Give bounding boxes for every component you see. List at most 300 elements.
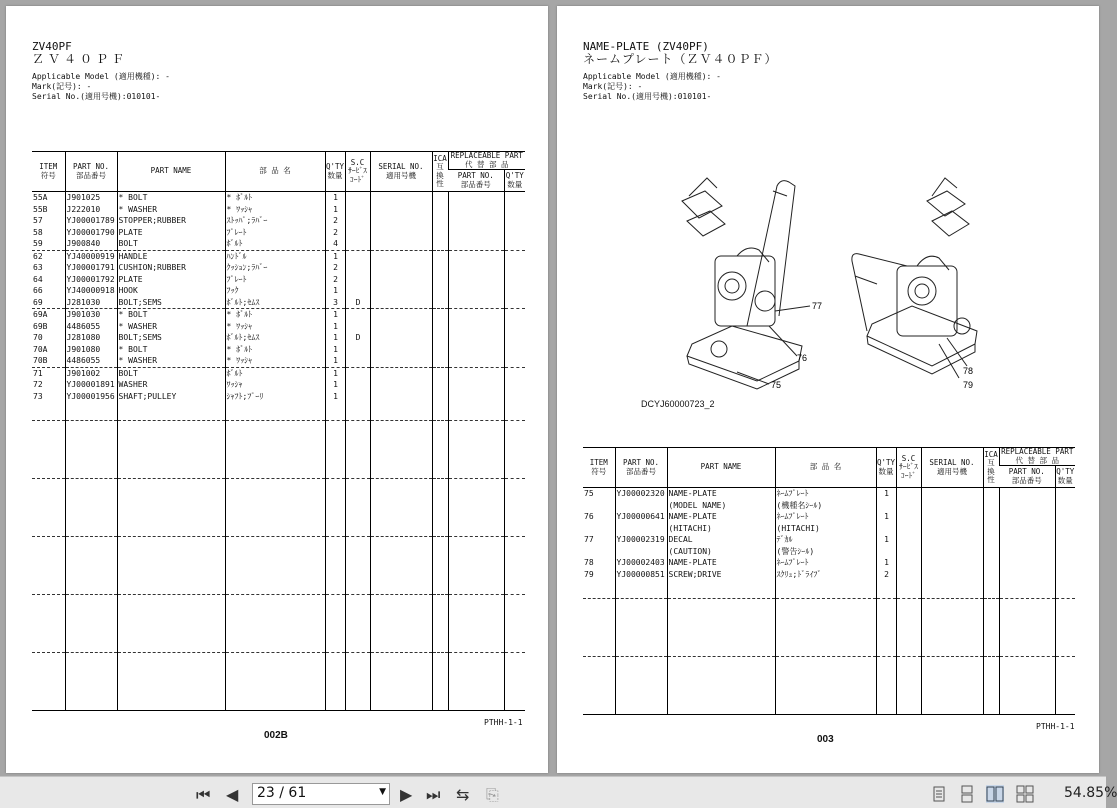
header-part-name: PART NAME bbox=[117, 152, 225, 192]
cell-serial bbox=[370, 367, 432, 379]
cell-part-no: YJ00000851 bbox=[615, 569, 667, 581]
cell-rp-no bbox=[999, 557, 1055, 569]
cell-jp: * ﾎﾞﾙﾄ bbox=[225, 344, 325, 356]
cell-serial bbox=[370, 285, 432, 297]
cell-rp-qty bbox=[1055, 523, 1075, 535]
mark: Mark(記号): - bbox=[583, 82, 643, 91]
cell-jp: * ﾜｯｼｬ bbox=[225, 355, 325, 367]
table-row bbox=[32, 309, 525, 321]
cell-serial bbox=[370, 309, 432, 321]
header-qty: Q'TY 数量 bbox=[876, 448, 896, 488]
parts-table bbox=[583, 447, 1075, 715]
cell-ica bbox=[432, 344, 448, 356]
cell-serial bbox=[370, 274, 432, 286]
cell-sc bbox=[345, 355, 370, 367]
cell-jp: ｽﾄｯﾊﾟ;ﾗﾊﾞｰ bbox=[225, 215, 325, 227]
cell-item: 73 bbox=[33, 391, 43, 401]
cell-sc bbox=[896, 557, 921, 569]
cell-ica bbox=[432, 204, 448, 216]
cell-serial bbox=[370, 204, 432, 216]
cell-sc bbox=[345, 367, 370, 379]
header-serial: SERIAL NO. 適用号機 bbox=[921, 448, 983, 488]
cell-jp: ﾌﾟﾚｰﾄ bbox=[225, 227, 325, 239]
cell-ica bbox=[432, 250, 448, 262]
cell-qty: 2 bbox=[325, 227, 345, 239]
table-row bbox=[32, 355, 525, 367]
cell-qty: 1 bbox=[876, 534, 896, 546]
cell-jp: * ﾎﾞﾙﾄ bbox=[225, 309, 325, 321]
cell-part-no: J901025 bbox=[65, 192, 117, 204]
cell-sc: D bbox=[345, 332, 370, 344]
cell-rp-no bbox=[448, 355, 504, 367]
table-row bbox=[583, 488, 1075, 500]
cell-rp-no bbox=[448, 192, 504, 204]
cell-qty: 1 bbox=[325, 344, 345, 356]
table-spacer-row bbox=[583, 580, 1075, 599]
table-row bbox=[583, 557, 1075, 569]
cell-serial bbox=[370, 262, 432, 274]
cell-qty: 1 bbox=[325, 192, 345, 204]
cell-jp: ﾈｰﾑﾌﾟﾚｰﾄ bbox=[775, 488, 876, 500]
cell-rp-qty bbox=[504, 332, 525, 344]
cell-ica bbox=[432, 367, 448, 379]
table-row bbox=[32, 192, 525, 204]
cell-name: BOLT;SEMS bbox=[117, 297, 225, 309]
header-ica: ICA 互 換 性 bbox=[432, 152, 448, 192]
mark: Mark(記号): - bbox=[32, 82, 92, 91]
zoom-level[interactable]: 54.85% bbox=[1064, 785, 1117, 801]
cell-rp-qty bbox=[1055, 511, 1075, 523]
cell-name: SHAFT;PULLEY bbox=[117, 391, 225, 403]
table-row bbox=[32, 285, 525, 297]
cell-part-no: 4486055 bbox=[65, 355, 117, 367]
header-qty: Q'TY 数量 bbox=[325, 152, 345, 192]
cell-rp-qty bbox=[504, 262, 525, 274]
cell-rp-qty bbox=[504, 297, 525, 309]
continuous-view-icon[interactable] bbox=[958, 785, 976, 803]
next-page-button[interactable]: ▶ bbox=[400, 785, 413, 804]
callout-78: 78 bbox=[963, 366, 974, 376]
cell-jp: ﾈｰﾑﾌﾟﾚｰﾄ bbox=[775, 511, 876, 523]
cell-rp-no bbox=[448, 227, 504, 239]
cell-rp-no bbox=[448, 215, 504, 227]
cell-sc bbox=[345, 391, 370, 403]
callout-76: 76 bbox=[797, 353, 808, 363]
table-row bbox=[32, 297, 525, 309]
cell-ica bbox=[432, 321, 448, 333]
cell-rp-no bbox=[999, 534, 1055, 546]
cell-part-no: J901002 bbox=[65, 367, 117, 379]
cell-ica bbox=[983, 569, 999, 581]
cell-sc bbox=[345, 215, 370, 227]
cell-rp-qty bbox=[504, 344, 525, 356]
cell-rp-qty bbox=[504, 274, 525, 286]
cell-qty: 1 bbox=[876, 511, 896, 523]
header-rp-qty: Q'TY 数量 bbox=[504, 170, 525, 192]
header-jp-name: 部 品 名 bbox=[775, 448, 876, 488]
cell-serial bbox=[921, 557, 983, 569]
previous-page-button[interactable]: ◀ bbox=[226, 785, 239, 804]
serial-no: Serial No.(適用号機):010101- bbox=[32, 92, 161, 101]
cell-jp: ﾎﾞﾙﾄ;ｾﾑｽ bbox=[225, 332, 325, 344]
cell-rp-qty bbox=[504, 215, 525, 227]
cell-sc bbox=[345, 262, 370, 274]
cell-name: * WASHER bbox=[117, 204, 225, 216]
cell-ica bbox=[983, 500, 999, 512]
cell-name: BOLT;SEMS bbox=[117, 332, 225, 344]
single-page-view-icon[interactable] bbox=[930, 785, 948, 803]
cell-sc bbox=[896, 569, 921, 581]
cell-part-no: J901080 bbox=[65, 344, 117, 356]
cell-rp-qty bbox=[504, 391, 525, 403]
cell-serial bbox=[370, 250, 432, 262]
cell-ica bbox=[432, 391, 448, 403]
cell-name: NAME-PLATE bbox=[667, 557, 775, 569]
cell-rp-qty bbox=[1055, 569, 1075, 581]
cell-rp-no bbox=[448, 321, 504, 333]
table-row bbox=[32, 391, 525, 403]
table-row bbox=[32, 227, 525, 239]
header-jp-name: 部 品 名 bbox=[225, 152, 325, 192]
cell-rp-qty bbox=[504, 204, 525, 216]
page-header bbox=[32, 40, 170, 102]
cell-serial bbox=[370, 332, 432, 344]
cell-jp: (機種名ｼｰﾙ) bbox=[775, 500, 876, 512]
cell-rp-qty bbox=[1055, 557, 1075, 569]
cell-item: 70B bbox=[33, 356, 48, 365]
cell-qty: 1 bbox=[325, 204, 345, 216]
cell-item: 62 bbox=[32, 250, 65, 262]
cell-name: WASHER bbox=[117, 379, 225, 391]
table-row bbox=[32, 250, 525, 262]
cell-qty: 1 bbox=[325, 309, 345, 321]
cell-ica bbox=[432, 355, 448, 367]
blank-row bbox=[32, 653, 525, 711]
cell-rp-qty bbox=[504, 227, 525, 239]
cell-qty: 1 bbox=[325, 321, 345, 333]
cell-name: PLATE bbox=[117, 274, 225, 286]
cell-rp-qty bbox=[1055, 500, 1075, 512]
cell-part-no: YJ40000918 bbox=[65, 285, 117, 297]
cell-serial bbox=[921, 546, 983, 558]
cell-name: NAME-PLATE bbox=[667, 511, 775, 523]
cell-serial bbox=[921, 500, 983, 512]
cell-jp: ﾎﾞﾙﾄ;ｾﾑｽ bbox=[225, 297, 325, 309]
cell-rp-qty bbox=[504, 250, 525, 262]
cell-qty bbox=[876, 500, 896, 512]
cell-name: (MODEL NAME) bbox=[667, 500, 775, 512]
cell-qty: 1 bbox=[325, 332, 345, 344]
cell-part-no: J222010 bbox=[65, 204, 117, 216]
header-item: ITEM 符号 bbox=[32, 152, 65, 192]
cell-part-no: J281030 bbox=[65, 297, 117, 309]
cell-serial bbox=[921, 534, 983, 546]
cell-name: * WASHER bbox=[117, 321, 225, 333]
table-row bbox=[583, 523, 1075, 535]
left-page bbox=[6, 6, 548, 773]
cell-name: NAME-PLATE bbox=[667, 488, 775, 500]
cell-sc bbox=[345, 204, 370, 216]
cell-rp-no bbox=[448, 274, 504, 286]
cell-sc bbox=[345, 227, 370, 239]
cell-item: 55A bbox=[33, 193, 48, 202]
blank-row bbox=[583, 657, 1075, 715]
cell-serial bbox=[921, 488, 983, 500]
page-indicator: 23 / 61 bbox=[257, 785, 307, 801]
header-item: ITEM 符号 bbox=[583, 448, 615, 488]
cell-name: (HITACHI) bbox=[667, 523, 775, 535]
cell-rp-no bbox=[448, 238, 504, 250]
cell-jp: ﾎﾞﾙﾄ bbox=[225, 238, 325, 250]
cell-item bbox=[583, 500, 615, 512]
two-page-continuous-view-icon[interactable] bbox=[1016, 785, 1034, 803]
cell-rp-no bbox=[999, 523, 1055, 535]
cell-rp-qty bbox=[504, 379, 525, 391]
cell-part-no: YJ40000919 bbox=[65, 250, 117, 262]
cell-jp: (HITACHI) bbox=[775, 523, 876, 535]
header-part-no: PART NO. 部品番号 bbox=[615, 448, 667, 488]
table-row bbox=[32, 379, 525, 391]
callout-77: 77 bbox=[812, 301, 823, 311]
cell-ica bbox=[983, 488, 999, 500]
cell-name: BOLT bbox=[117, 238, 225, 250]
page-select[interactable] bbox=[252, 783, 390, 805]
copy-page-icon[interactable]: ⎘ bbox=[486, 785, 499, 804]
cell-item: 70 bbox=[33, 333, 43, 342]
cell-qty: 1 bbox=[325, 355, 345, 367]
blank-row bbox=[583, 599, 1075, 657]
cell-jp: * ﾎﾞﾙﾄ bbox=[225, 192, 325, 204]
cell-sc bbox=[896, 511, 921, 523]
cell-jp: ﾌｯｸ bbox=[225, 285, 325, 297]
cell-rp-no bbox=[448, 204, 504, 216]
right-page bbox=[557, 6, 1099, 773]
cell-item bbox=[583, 546, 615, 558]
cell-serial bbox=[370, 321, 432, 333]
cell-sc bbox=[896, 488, 921, 500]
header-sc: S.C ｻｰﾋﾞｽ ｺｰﾄﾞ bbox=[896, 448, 921, 488]
blank-row bbox=[32, 421, 525, 479]
cell-rp-no bbox=[448, 309, 504, 321]
cell-item: 78 bbox=[584, 558, 594, 567]
table-row bbox=[32, 238, 525, 250]
cell-name: HOOK bbox=[117, 285, 225, 297]
cell-name: SCREW;DRIVE bbox=[667, 569, 775, 581]
cell-item bbox=[583, 523, 615, 535]
parts-table bbox=[32, 151, 525, 711]
cell-rp-no bbox=[999, 488, 1055, 500]
cell-qty: 3 bbox=[325, 297, 345, 309]
cell-rp-no bbox=[448, 332, 504, 344]
header-ica: ICA 互 換 性 bbox=[983, 448, 999, 488]
cell-item: 75 bbox=[584, 489, 594, 498]
cell-ica bbox=[432, 309, 448, 321]
cell-sc bbox=[896, 534, 921, 546]
cell-part-no: YJ00001891 bbox=[65, 379, 117, 391]
cell-rp-no bbox=[448, 391, 504, 403]
cell-ica bbox=[983, 546, 999, 558]
cell-part-no: YJ00001789 bbox=[65, 215, 117, 227]
cell-qty bbox=[876, 546, 896, 558]
cell-rp-qty bbox=[1055, 534, 1075, 546]
cell-rp-qty bbox=[504, 238, 525, 250]
cell-part-no: YJ00000641 bbox=[615, 511, 667, 523]
page-number: 003 bbox=[817, 734, 834, 745]
cell-item: 59 bbox=[33, 239, 43, 248]
cell-part-no: J900840 bbox=[65, 238, 117, 250]
header-rp-part-no: PART NO. 部品番号 bbox=[999, 466, 1055, 488]
cell-sc bbox=[345, 192, 370, 204]
cell-name: CUSHION;RUBBER bbox=[117, 262, 225, 274]
table-row bbox=[583, 511, 1075, 523]
cell-rp-no bbox=[999, 511, 1055, 523]
cell-rp-no bbox=[448, 285, 504, 297]
first-page-button[interactable]: ⏮ bbox=[196, 785, 211, 804]
header-sc: S.C ｻｰﾋﾞｽ ｺｰﾄﾞ bbox=[345, 152, 370, 192]
cell-rp-no bbox=[999, 500, 1055, 512]
callout-75: 75 bbox=[771, 380, 782, 390]
cell-jp: ﾎﾞﾙﾄ bbox=[225, 367, 325, 379]
serial-no: Serial No.(適用号機):010101- bbox=[583, 92, 712, 101]
cell-ica bbox=[432, 238, 448, 250]
table-row bbox=[32, 332, 525, 344]
cell-qty: 1 bbox=[325, 367, 345, 379]
cell-part-no: YJ00001956 bbox=[65, 391, 117, 403]
cell-qty: 1 bbox=[325, 391, 345, 403]
cell-qty: 1 bbox=[876, 557, 896, 569]
cell-serial bbox=[370, 344, 432, 356]
cell-item: 69 bbox=[33, 297, 43, 307]
cell-qty: 2 bbox=[325, 215, 345, 227]
cell-sc bbox=[896, 523, 921, 535]
header-replaceable: REPLACEABLE PART 代 替 部 品 bbox=[448, 152, 525, 170]
viewer-toolbar bbox=[0, 776, 1117, 808]
rotate-page-icon[interactable]: ⇆ bbox=[456, 785, 470, 804]
cell-rp-no bbox=[999, 546, 1055, 558]
cell-sc bbox=[345, 344, 370, 356]
cell-serial bbox=[921, 523, 983, 535]
page-code: PTHH-1-1 bbox=[1036, 722, 1075, 731]
header-replaceable: REPLACEABLE PART 代 替 部 品 bbox=[999, 448, 1075, 466]
cell-jp: * ﾜｯｼｬ bbox=[225, 321, 325, 333]
header-rp-part-no: PART NO. 部品番号 bbox=[448, 170, 504, 192]
cell-jp: ﾜｯｼｬ bbox=[225, 379, 325, 391]
applicable-model: Applicable Model (適用機種): - bbox=[583, 72, 721, 81]
cell-serial bbox=[370, 391, 432, 403]
cell-sc bbox=[345, 309, 370, 321]
cell-ica bbox=[432, 227, 448, 239]
header-rp-qty: Q'TY 数量 bbox=[1055, 466, 1075, 488]
cell-rp-qty bbox=[1055, 546, 1075, 558]
cell-qty: 1 bbox=[325, 379, 345, 391]
applicable-model: Applicable Model (適用機種): - bbox=[32, 72, 170, 81]
cell-jp: (警告ｼｰﾙ) bbox=[775, 546, 876, 558]
cell-part-no bbox=[615, 546, 667, 558]
table-row bbox=[32, 274, 525, 286]
cell-part-no: YJ00002403 bbox=[615, 557, 667, 569]
cell-sc bbox=[345, 274, 370, 286]
cell-jp: * ﾜｯｼｬ bbox=[225, 204, 325, 216]
cell-ica bbox=[432, 297, 448, 309]
cell-jp: ﾃﾞｶﾙ bbox=[775, 534, 876, 546]
cell-sc bbox=[896, 546, 921, 558]
cell-name: * BOLT bbox=[117, 344, 225, 356]
table-row bbox=[583, 569, 1075, 581]
cell-part-no: YJ00001792 bbox=[65, 274, 117, 286]
cell-rp-qty bbox=[504, 285, 525, 297]
cell-item: 69A bbox=[32, 309, 65, 321]
page-header bbox=[583, 40, 778, 102]
blank-row bbox=[32, 595, 525, 653]
table-row bbox=[32, 204, 525, 216]
page-title: ZV40PF bbox=[32, 40, 72, 53]
cell-item: 58 bbox=[33, 227, 43, 237]
cell-rp-no bbox=[448, 262, 504, 274]
table-row bbox=[583, 500, 1075, 512]
cell-item: 57 bbox=[33, 216, 43, 225]
cell-sc bbox=[345, 379, 370, 391]
cell-part-no bbox=[615, 523, 667, 535]
cell-name: STOPPER;RUBBER bbox=[117, 215, 225, 227]
cell-part-no: J281080 bbox=[65, 332, 117, 344]
cell-name: * BOLT bbox=[117, 309, 225, 321]
last-page-button[interactable]: ⏭ bbox=[426, 785, 441, 804]
cell-item: 71 bbox=[32, 367, 65, 379]
page-title-jp: ネームプレート（ＺＶ４０ＰＦ） bbox=[583, 52, 778, 66]
cell-rp-no bbox=[448, 297, 504, 309]
cell-ica bbox=[432, 332, 448, 344]
header-serial: SERIAL NO. 適用号機 bbox=[370, 152, 432, 192]
cell-qty: 2 bbox=[325, 262, 345, 274]
cell-qty: 1 bbox=[876, 488, 896, 500]
page-code: PTHH-1-1 bbox=[484, 718, 523, 727]
cell-qty bbox=[876, 523, 896, 535]
cell-name: (CAUTION) bbox=[667, 546, 775, 558]
cell-ica bbox=[432, 215, 448, 227]
cell-rp-no bbox=[448, 250, 504, 262]
header-part-no: PART NO. 部品番号 bbox=[65, 152, 117, 192]
blank-row bbox=[32, 479, 525, 537]
cell-item: 66 bbox=[33, 286, 43, 295]
cell-part-no: YJ00001791 bbox=[65, 262, 117, 274]
cell-serial bbox=[921, 511, 983, 523]
cell-part-no: YJ00001790 bbox=[65, 227, 117, 239]
cell-sc bbox=[896, 500, 921, 512]
cell-rp-no bbox=[448, 379, 504, 391]
cell-qty: 1 bbox=[325, 250, 345, 262]
cell-rp-no bbox=[999, 569, 1055, 581]
two-page-view-icon[interactable] bbox=[986, 785, 1004, 803]
cell-name: * WASHER bbox=[117, 355, 225, 367]
illustration-code: DCYJ60000723_2 bbox=[641, 399, 715, 409]
table-row bbox=[32, 215, 525, 227]
cell-sc bbox=[345, 285, 370, 297]
table-row bbox=[32, 321, 525, 333]
cell-part-no: J901030 bbox=[65, 309, 117, 321]
cell-serial bbox=[921, 569, 983, 581]
cell-serial bbox=[370, 227, 432, 239]
cell-item: 69B bbox=[33, 321, 48, 331]
cell-name: HANDLE bbox=[117, 250, 225, 262]
cell-sc: D bbox=[345, 297, 370, 309]
cell-jp: ﾊﾝﾄﾞﾙ bbox=[225, 250, 325, 262]
cell-rp-no bbox=[448, 344, 504, 356]
cell-qty: 4 bbox=[325, 238, 345, 250]
cell-item: 72 bbox=[33, 380, 43, 389]
cell-rp-qty bbox=[504, 321, 525, 333]
cell-rp-qty bbox=[504, 309, 525, 321]
cell-part-no: 4486055 bbox=[65, 321, 117, 333]
